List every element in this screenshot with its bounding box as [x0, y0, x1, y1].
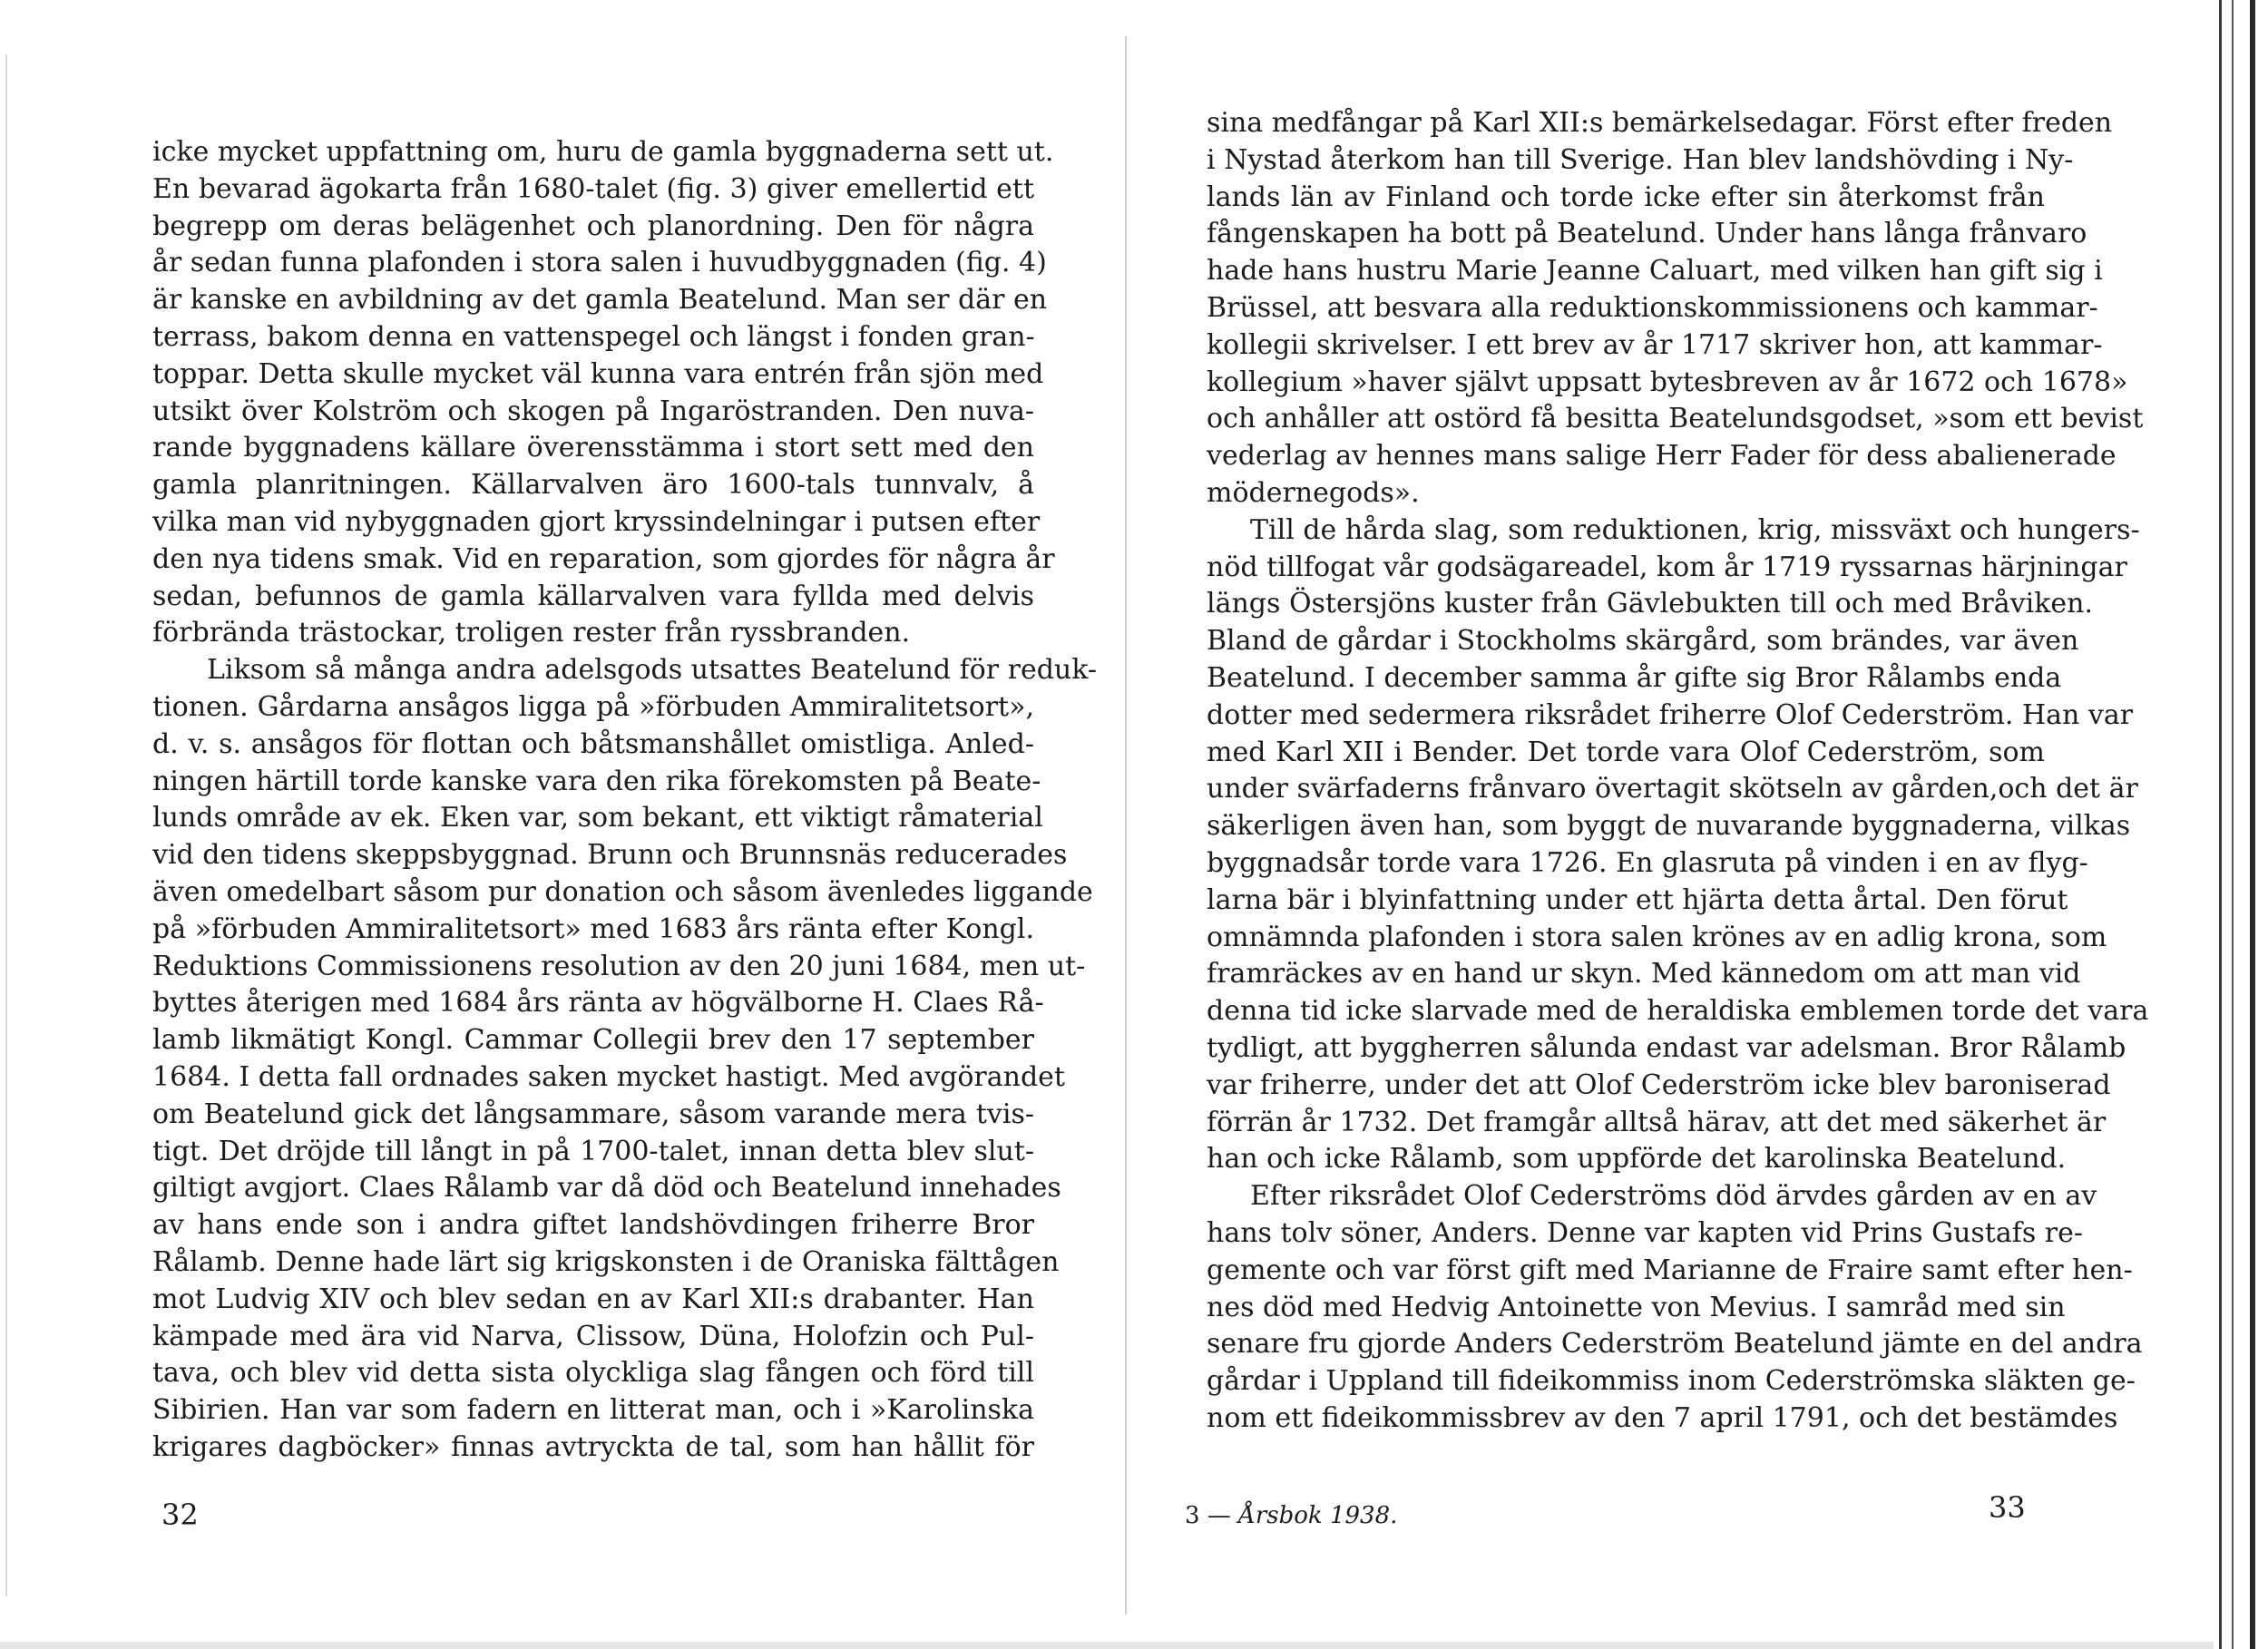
text-line: krigares dagböcker» finnas avtryckta de tal, som han hållit för — [152, 1430, 1034, 1463]
page-number: 32 — [161, 1498, 199, 1532]
text-line: Efter riksrådet Olof Cederströms död ärvdes gården av en av — [1250, 1180, 2097, 1213]
text-line: vid den tidens skeppsbyggnad. Brunn och Brunnsnäs reducerades — [152, 839, 1068, 872]
text-line: kollegium »haver självt uppsatt bytesbreven av år 1672 och 1678» — [1207, 366, 2128, 398]
text-line: mödernegods». — [1207, 476, 1420, 509]
text-line: tydligt, att byggherren sålunda endast var adelsman. Bror Rålamb — [1207, 1031, 2126, 1064]
text-line: giltigt avgjort. Claes Rålamb var då död och Beatelund innehades — [152, 1172, 1061, 1205]
text-line: Reduktions Commissionens resolution av den 20 juni 1684, men ut- — [152, 950, 1086, 982]
footer-prefix: 3 — — [1185, 1502, 1239, 1529]
text-line: mot Ludvig XIV och blev sedan en av Karl XII:s drabanter. Han — [152, 1283, 1034, 1315]
text-line: under svärfaderns frånvaro övertagit skötseln av gården,och det är — [1207, 773, 2138, 805]
text-line: En bevarad ägokarta från 1680-talet (fig. 3) giver emellertid ett — [152, 172, 1034, 205]
text-line: framräckes av en hand ur skyn. Med kännedom om att man vid — [1207, 958, 2081, 990]
text-line: kollegii skrivelser. I ett brev av år 1717 skriver hon, att kammar- — [1207, 328, 2103, 361]
text-line: förbrända trästockar, troligen rester från ryssbranden. — [152, 617, 911, 649]
text-line: Rålamb. Denne hade lärt sig krigskonsten i de Oraniska fälttågen — [152, 1245, 1060, 1278]
text-line: 1684. I detta fall ordnades saken mycket hastigt. Med avgörandet — [152, 1060, 1065, 1093]
text-line: längs Östersjöns kuster från Gävlebukten till och med Bråviken. — [1207, 588, 2094, 620]
text-line: lunds område av ek. Eken var, som bekant, ett viktigt råmaterial — [152, 802, 1043, 834]
text-line: sina medfångar på Karl XII:s bemärkelsedagar. Först efter freden — [1207, 107, 2113, 139]
right-page — [1125, 0, 2268, 1649]
text-line: toppar. Detta skulle mycket väl kunna vara entrén från sjön med — [152, 357, 1044, 390]
left-page — [0, 0, 1125, 1649]
text-line: tionen. Gårdarna ansågos ligga på »förbuden Ammiralitetsort», — [152, 690, 1034, 723]
text-line: vilka man vid nybyggnaden gjort kryssindelningar i putsen efter — [152, 505, 1041, 538]
text-line: hade hans hustru Marie Jeanne Caluart, med vilken han gift sig i — [1207, 255, 2103, 288]
text-line: förrän år 1732. Det framgår alltså härav, att det med säkerhet är — [1207, 1106, 2107, 1138]
text-line: och anhåller att ostörd få besitta Beatelundsgodset, »som ett bevist — [1207, 403, 2144, 435]
text-line: fångenskapen ha bott på Beatelund. Under hans långa frånvaro — [1207, 218, 2087, 250]
text-line: tava, och blev vid detta sista olyckliga slag fången och förd till — [152, 1357, 1034, 1390]
text-line: nom ett fideikommissbrev av den 7 april 1791, och det bestämdes — [1207, 1401, 2118, 1434]
left-page-text — [152, 134, 1098, 1467]
text-line: om Beatelund gick det långsammare, såsom varande mera tvis- — [152, 1098, 1034, 1130]
text-line: han och icke Rålamb, som uppförde det karolinska Beatelund. — [1207, 1143, 2067, 1176]
text-line: icke mycket uppfattning om, huru de gamla byggnaderna sett ut. — [152, 136, 1054, 168]
text-line: var friherre, under det att Olof Cederström icke blev baroniserad — [1207, 1068, 2111, 1101]
text-line: nöd tillfogat vår godsägareadel, kom år 1719 ryssarnas härjningar — [1207, 551, 2127, 583]
text-line: lands län av Finland och torde icke efter sin återkomst från — [1207, 181, 2045, 213]
text-line: lamb likmätigt Kongl. Cammar Collegii brev den 17 september — [152, 1024, 1034, 1057]
text-line: vederlag av hennes mans salige Herr Fader för dess abalienerade — [1207, 440, 2116, 473]
text-line: larna bär i blyinfattning under ett hjärta detta årtal. Den förut — [1207, 883, 2068, 916]
text-line: Beatelund. I december samma år gifte sig Bror Rålambs enda — [1207, 661, 2062, 694]
text-line: Sibirien. Han var som fadern en litterat man, och i »Karolinska — [152, 1394, 1034, 1427]
text-line: kämpade med ära vid Narva, Clissow, Düna, Holofzin och Pul- — [152, 1320, 1034, 1352]
signature-footer — [1185, 1502, 1397, 1529]
text-line: säkerligen även han, som byggt de nuvarande byggnaderna, vilkas — [1207, 810, 2131, 843]
text-line: gårdar i Uppland till fideikommiss inom Cederströmska släkten ge- — [1207, 1365, 2136, 1398]
right-page-text — [1207, 105, 2149, 1438]
text-line: d. v. s. ansågos för flottan och båtsmanshållet omistliga. Anled- — [152, 727, 1034, 760]
text-line: ningen härtill torde kanske vara den rika förekomsten på Beate- — [152, 765, 1041, 797]
text-line: senare fru gjorde Anders Cederström Beatelund jämte en del andra — [1207, 1328, 2143, 1361]
footer-title: Årsbok 1938. — [1238, 1502, 1398, 1529]
text-line: den nya tidens smak. Vid en reparation, som gjordes för några år — [152, 542, 1055, 575]
text-line: tigt. Det dröjde till långt in på 1700-talet, innan detta blev slut- — [152, 1135, 1034, 1167]
text-line: dotter med sedermera riksrådet friherre Olof Cederström. Han var — [1207, 698, 2134, 731]
text-line: omnämnda plafonden i stora salen krönes av en adlig krona, som — [1207, 921, 2107, 953]
text-line: på »förbuden Ammiralitetsort» med 1683 års ränta efter Kongl. — [152, 912, 1034, 945]
text-line: är kanske en avbildning av det gamla Beatelund. Man ser där en — [152, 284, 1048, 317]
text-line: med Karl XII i Bender. Det torde vara Olof Cederström, som — [1207, 736, 2045, 768]
text-line: begrepp om deras belägenhet och planordning. Den för några — [152, 210, 1034, 242]
text-line: år sedan funna plafonden i stora salen i huvudbyggnaden (fig. 4) — [152, 247, 1047, 279]
text-line: Liksom så många andra adelsgods utsattes Beatelund för reduk- — [207, 654, 1098, 687]
text-line: hans tolv söner, Anders. Denne var kapten vid Prins Gustafs re- — [1207, 1216, 2083, 1249]
text-line: utsikt över Kolström och skogen på Ingaröstranden. Den nuva- — [152, 395, 1034, 427]
text-line: Till de hårda slag, som reduktionen, krig, missväxt och hungers- — [1250, 513, 2140, 546]
text-line: Bland de gårdar i Stockholms skärgård, som brändes, var även — [1207, 625, 2079, 658]
text-line: i Nystad återkom han till Sverige. Han blev landshövding i Ny- — [1207, 143, 2074, 176]
text-line: terrass, bakom denna en vattenspegel och längst i fonden gran- — [152, 320, 1035, 353]
text-line: Brüssel, att besvara alla reduktionskommissionens och kammar- — [1207, 291, 2098, 324]
text-line: gamla planritningen. Källarvalven äro 1600-tals tunnvalv, å — [152, 469, 1034, 502]
text-line: byttes återigen med 1684 års ränta av högvälborne H. Claes Rå- — [152, 987, 1044, 1020]
page-number: 33 — [1989, 1490, 2026, 1525]
text-line: nes död med Hedvig Antoinette von Mevius. I samråd med sin — [1207, 1291, 2066, 1323]
text-line: gemente och var först gift med Marianne de Fraire samt efter hen- — [1207, 1254, 2133, 1286]
text-line: byggnadsår torde vara 1726. En glasruta på vinden i en av flyg- — [1207, 846, 2088, 879]
text-line: även omedelbart såsom pur donation och såsom ävenledes liggande — [152, 875, 1093, 908]
text-line: denna tid icke slarvade med de heraldiska emblemen torde det vara — [1207, 995, 2149, 1028]
text-line: av hans ende son i andra giftet landshövdingen friherre Bror — [152, 1209, 1034, 1242]
text-line: rande byggnadens källare överensstämma i stort sett med den — [152, 432, 1034, 464]
text-line: sedan, befunnos de gamla källarvalven vara fyllda med delvis — [152, 580, 1034, 612]
